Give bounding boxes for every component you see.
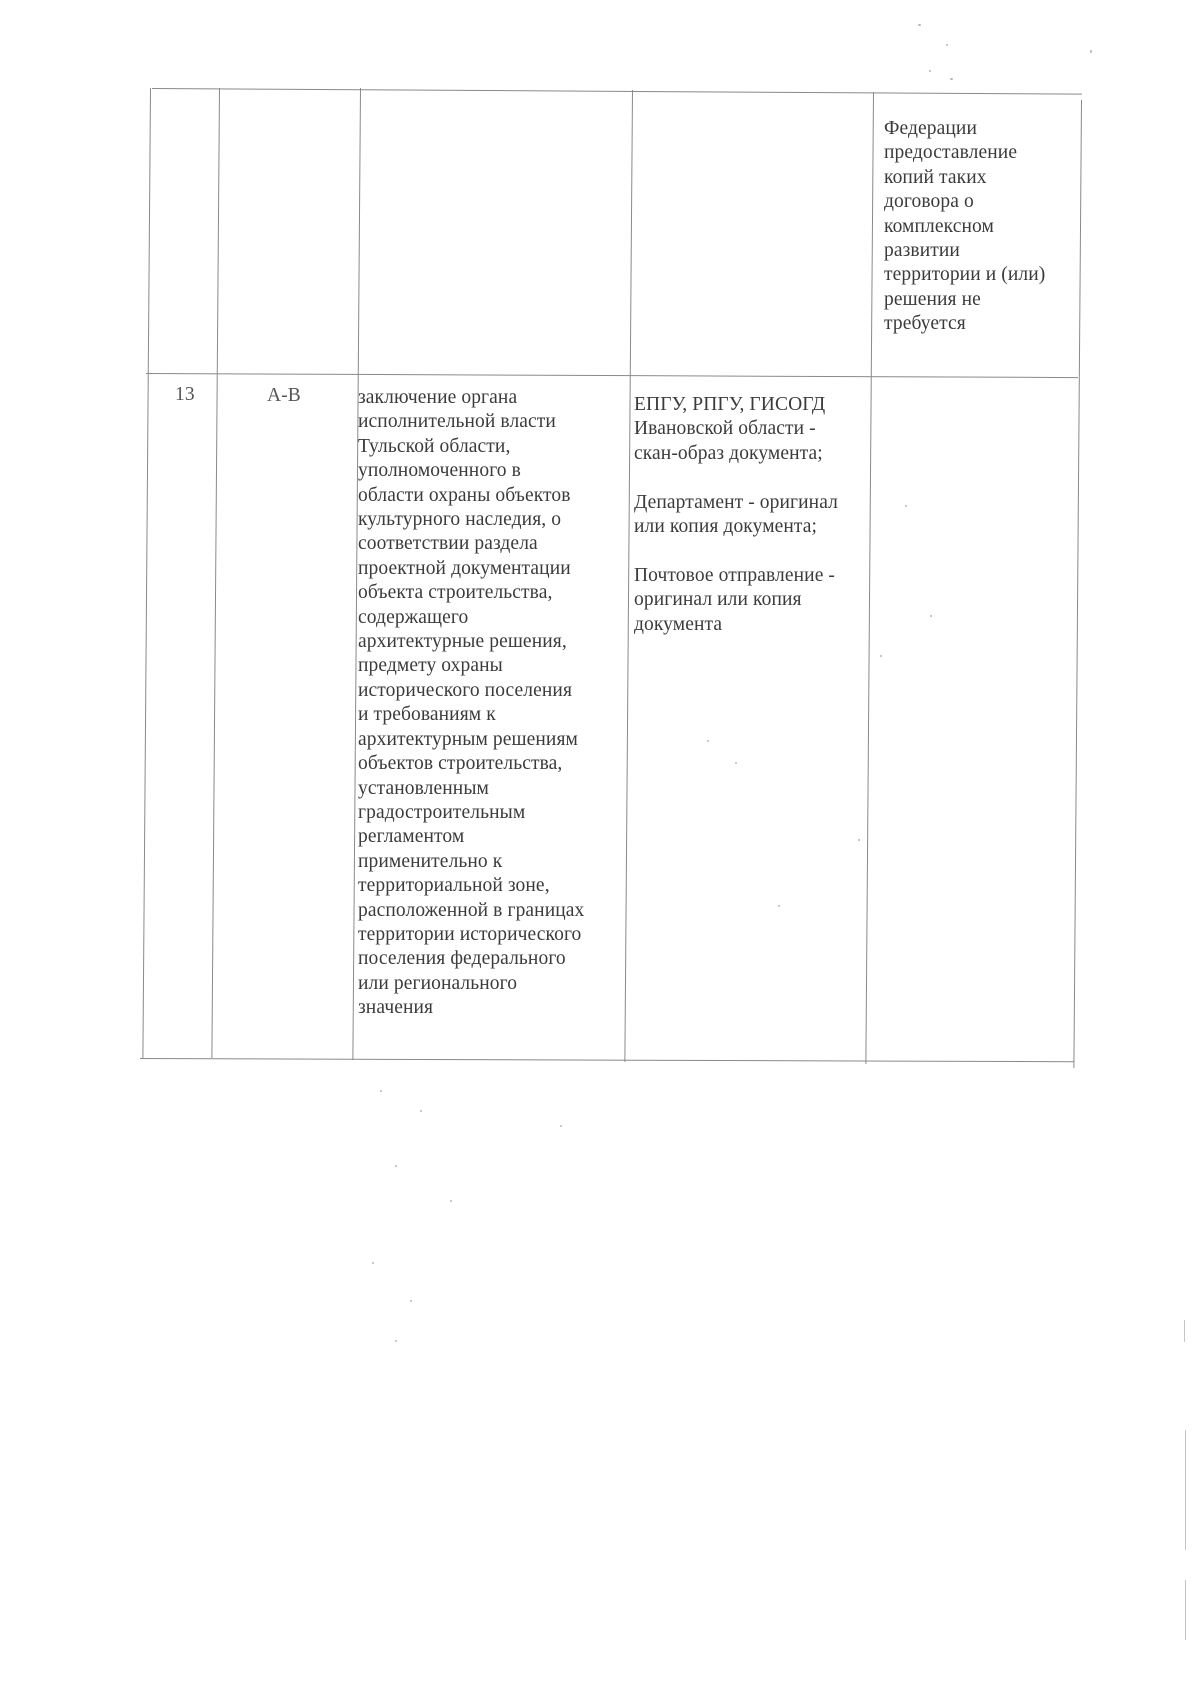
scan-speck: [410, 1300, 412, 1302]
table-bottom-border: [140, 1058, 1074, 1062]
scan-speck: [905, 505, 907, 507]
row-13-document-description: заключение органа исполнительной власти Тульской области, уполномоченного в области охраны объектов культурного наследия, о соответствии раздела проектной документации объекта строительства, содержащего архитектурные решения, предмету охраны исторического поселения и требованиям к архитектурным решениям объектов строительства, установленным градостроительным регламентом применительно к территориальной зоне, расположенной в границах территории исторического поселения федерального или регионального значения: [358, 387, 585, 1019]
scan-speck: [707, 740, 709, 742]
scan-speck: [735, 762, 737, 764]
scan-speck: [918, 24, 921, 26]
scan-speck: [880, 655, 882, 657]
col-separator-1: [211, 88, 220, 1058]
scan-speck: [778, 905, 780, 907]
table-top-border: [152, 88, 1082, 95]
scan-speck: [450, 1200, 452, 1202]
scan-speck: [946, 44, 948, 46]
scan-speck: [950, 78, 953, 80]
row-13-number: 13: [175, 384, 195, 405]
row-13-submission-method: ЕПГУ, РПГУ, ГИСОГД Ивановской области - скан-образ документа; Департамент - оригинал или копия документа; Почтовое отправление - оригинал или копия документа: [634, 394, 838, 635]
scan-speck: [395, 1340, 397, 1342]
scan-speck: [372, 1262, 374, 1264]
scan-speck: [380, 1090, 382, 1092]
table-left-border: [142, 88, 151, 1058]
scan-speck: [930, 615, 932, 617]
scan-edge-mark: [1185, 1580, 1186, 1640]
scan-speck: [858, 839, 860, 841]
scan-speck: [395, 1165, 397, 1167]
scan-speck: [420, 1110, 422, 1112]
scan-speck: [1090, 50, 1092, 53]
scan-edge-mark: [1185, 1430, 1186, 1550]
scan-speck: [560, 1125, 562, 1127]
row-separator: [146, 373, 1078, 378]
continued-row-col5-text: Федерации предоставление копий таких договора о комплексном развитии территории и (или) решения не требуется: [884, 118, 1046, 335]
scan-edge-mark: [1184, 1320, 1185, 1342]
row-13-code: А-В: [267, 385, 301, 406]
scan-speck: [929, 70, 931, 72]
table-right-border: [1073, 100, 1082, 1068]
